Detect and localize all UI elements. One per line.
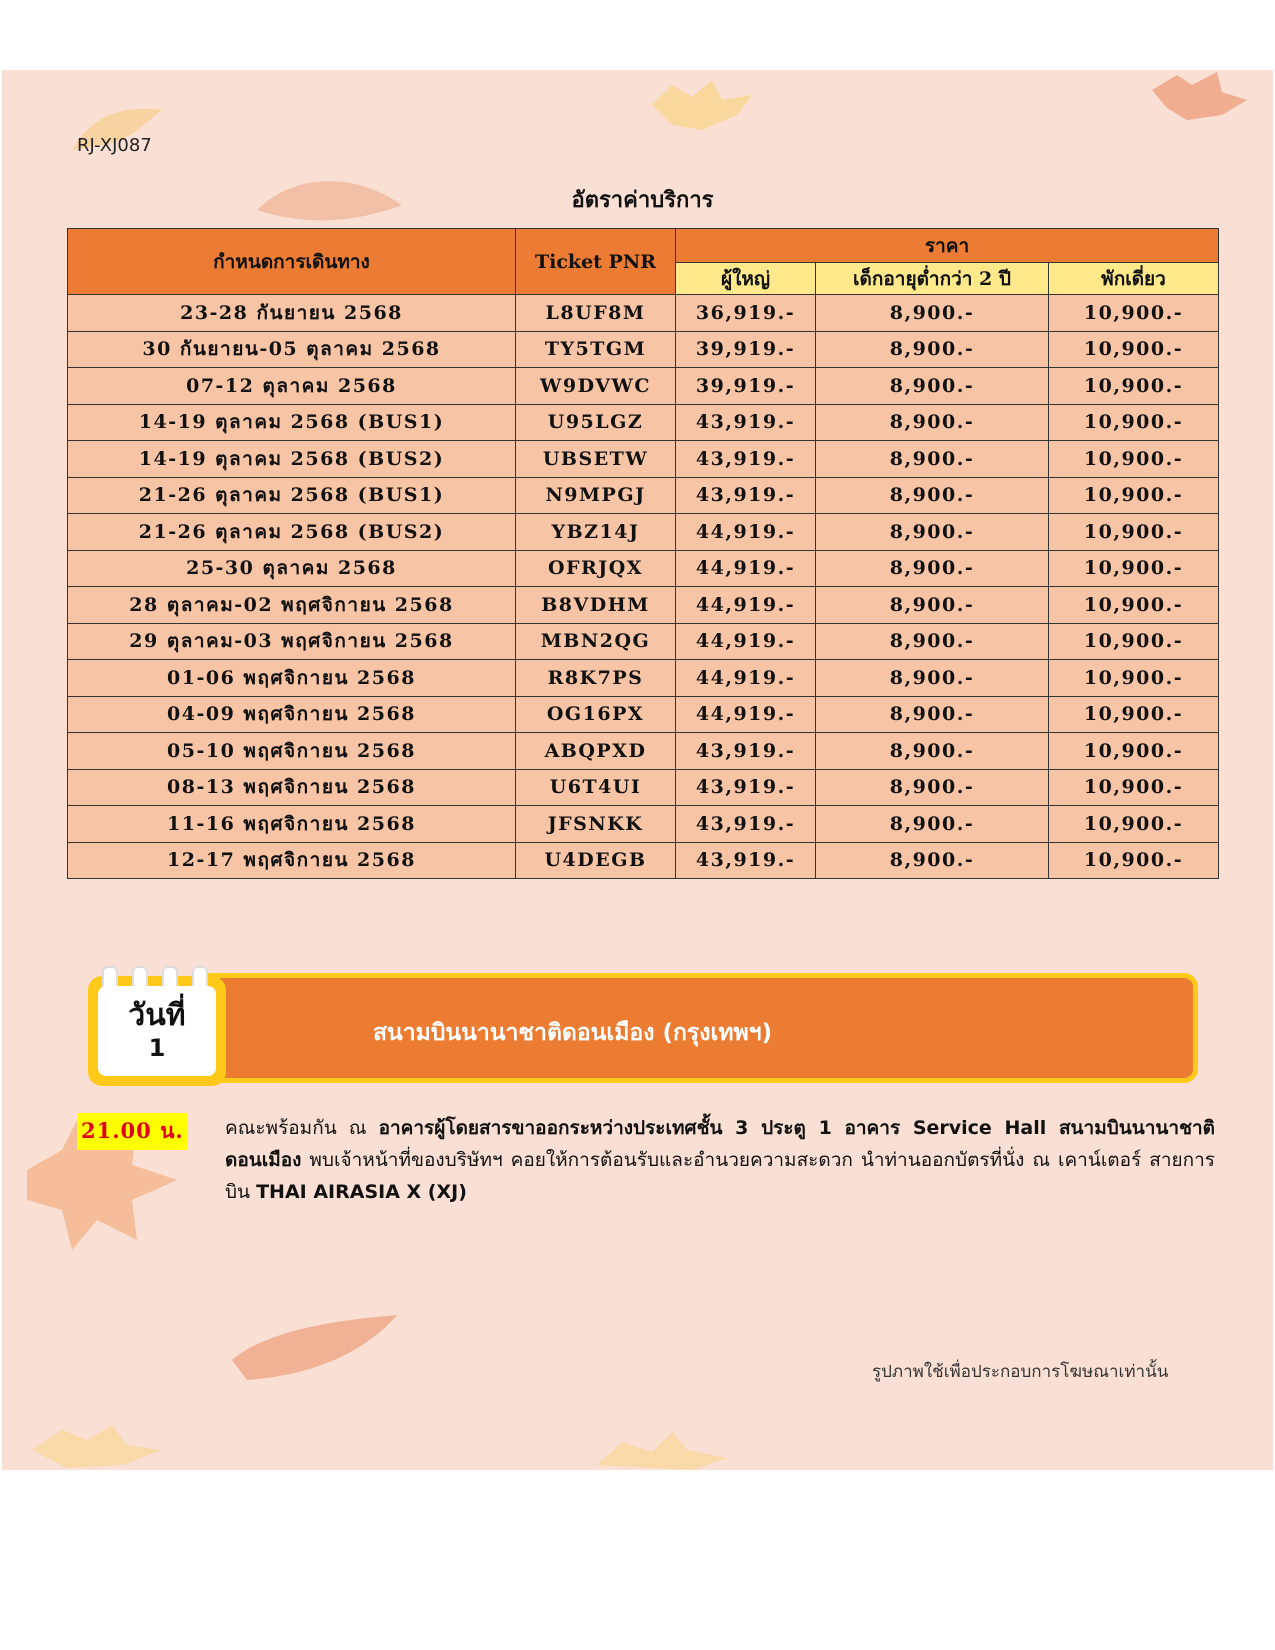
cell-travel-date: 14-19 ตุลาคม 2568 (BUS1) [68, 404, 516, 441]
table-row [68, 514, 1219, 551]
cell-travel-date: 21-26 ตุลาคม 2568 (BUS1) [68, 477, 516, 514]
document-code: RJ-XJ087 [77, 135, 152, 156]
cell-child-price: 8,900.- [816, 368, 1049, 405]
cell-ticket-pnr: OFRJQX [516, 550, 676, 587]
table-row [68, 623, 1219, 660]
maple-leaf-icon [227, 1310, 407, 1390]
cell-child-price: 8,900.- [816, 295, 1049, 332]
cell-single-supplement: 10,900.- [1049, 550, 1219, 587]
cell-ticket-pnr: TY5TGM [516, 331, 676, 368]
cell-ticket-pnr: OG16PX [516, 696, 676, 733]
cell-ticket-pnr: UBSETW [516, 441, 676, 478]
table-row [68, 769, 1219, 806]
cell-single-supplement: 10,900.- [1049, 623, 1219, 660]
cell-single-supplement: 10,900.- [1049, 696, 1219, 733]
calendar-icon [88, 976, 226, 1086]
cell-child-price: 8,900.- [816, 660, 1049, 697]
cell-child-price: 8,900.- [816, 842, 1049, 879]
cell-travel-date: 23-28 กันยายน 2568 [68, 295, 516, 332]
cell-ticket-pnr: YBZ14J [516, 514, 676, 551]
cell-travel-date: 29 ตุลาคม-03 พฤศจิกายน 2568 [68, 623, 516, 660]
cell-ticket-pnr: R8K7PS [516, 660, 676, 697]
cell-child-price: 8,900.- [816, 441, 1049, 478]
cell-single-supplement: 10,900.- [1049, 769, 1219, 806]
header-child: เด็กอายุต่ำกว่า 2 ปี [816, 263, 1049, 295]
cell-child-price: 8,900.- [816, 769, 1049, 806]
maple-leaf-icon [592, 1430, 732, 1470]
cell-adult-price: 43,919.- [676, 769, 816, 806]
cell-adult-price: 43,919.- [676, 733, 816, 770]
cell-child-price: 8,900.- [816, 696, 1049, 733]
cell-adult-price: 43,919.- [676, 806, 816, 843]
cell-child-price: 8,900.- [816, 587, 1049, 624]
table-row [68, 295, 1219, 332]
cell-child-price: 8,900.- [816, 331, 1049, 368]
cell-ticket-pnr: W9DVWC [516, 368, 676, 405]
table-row [68, 587, 1219, 624]
cell-single-supplement: 10,900.- [1049, 660, 1219, 697]
cell-adult-price: 43,919.- [676, 404, 816, 441]
header-single: พักเดี่ยว [1049, 263, 1219, 295]
cell-adult-price: 43,919.- [676, 477, 816, 514]
cell-ticket-pnr: MBN2QG [516, 623, 676, 660]
day-title-bar [198, 973, 1198, 1083]
cell-travel-date: 01-06 พฤศจิกายน 2568 [68, 660, 516, 697]
cell-adult-price: 44,919.- [676, 696, 816, 733]
day-label: วันที่ [128, 998, 186, 1033]
image-disclaimer: รูปภาพใช้เพื่อประกอบการโฆษณาเท่านั้น [872, 1362, 1169, 1382]
cell-ticket-pnr: U95LGZ [516, 404, 676, 441]
cell-adult-price: 39,919.- [676, 331, 816, 368]
cell-single-supplement: 10,900.- [1049, 477, 1219, 514]
rates-table [67, 228, 1219, 879]
cell-ticket-pnr: JFSNKK [516, 806, 676, 843]
header-price: ราคา [676, 229, 1219, 263]
cell-single-supplement: 10,900.- [1049, 331, 1219, 368]
cell-adult-price: 36,919.- [676, 295, 816, 332]
cell-child-price: 8,900.- [816, 477, 1049, 514]
cell-adult-price: 43,919.- [676, 842, 816, 879]
itinerary-time: 21.00 น. [77, 1113, 188, 1150]
table-row [68, 331, 1219, 368]
cell-adult-price: 44,919.- [676, 660, 816, 697]
cell-adult-price: 44,919.- [676, 587, 816, 624]
table-row [68, 660, 1219, 697]
cell-travel-date: 11-16 พฤศจิกายน 2568 [68, 806, 516, 843]
cell-travel-date: 08-13 พฤศจิกายน 2568 [68, 769, 516, 806]
cell-child-price: 8,900.- [816, 806, 1049, 843]
table-row [68, 550, 1219, 587]
cell-ticket-pnr: B8VDHM [516, 587, 676, 624]
cell-single-supplement: 10,900.- [1049, 514, 1219, 551]
cell-ticket-pnr: U4DEGB [516, 842, 676, 879]
cell-single-supplement: 10,900.- [1049, 404, 1219, 441]
table-row [68, 368, 1219, 405]
table-row [68, 696, 1219, 733]
maple-leaf-icon [642, 75, 762, 135]
cell-travel-date: 28 ตุลาคม-02 พฤศจิกายน 2568 [68, 587, 516, 624]
cell-single-supplement: 10,900.- [1049, 441, 1219, 478]
itinerary-text: พบเจ้าหน้าที่ของบริษัทฯ คอยให้การต้อนรับและอำนวยความสะดวก นำท่านออกบัตรที่นั่ง ณ เคาน์เตอร์ สายการบิน [225, 1149, 1215, 1203]
cell-adult-price: 44,919.- [676, 623, 816, 660]
cell-child-price: 8,900.- [816, 550, 1049, 587]
cell-single-supplement: 10,900.- [1049, 368, 1219, 405]
cell-travel-date: 30 กันยายน-05 ตุลาคม 2568 [68, 331, 516, 368]
day-number: 1 [148, 1034, 166, 1062]
cell-travel-date: 04-09 พฤศจิกายน 2568 [68, 696, 516, 733]
header-ticket-pnr: Ticket PNR [516, 229, 676, 295]
rates-table-body [68, 295, 1219, 879]
cell-child-price: 8,900.- [816, 733, 1049, 770]
itinerary-airline: THAI AIRASIA X (XJ) [256, 1181, 467, 1203]
table-row [68, 441, 1219, 478]
cell-travel-date: 05-10 พฤศจิกายน 2568 [68, 733, 516, 770]
table-row [68, 477, 1219, 514]
maple-leaf-icon [27, 1420, 167, 1470]
maple-leaf-icon [1142, 70, 1252, 130]
cell-single-supplement: 10,900.- [1049, 733, 1219, 770]
itinerary-text: คณะพร้อมกัน ณ [225, 1117, 379, 1139]
cell-adult-price: 43,919.- [676, 441, 816, 478]
table-row [68, 404, 1219, 441]
itinerary-description [225, 1112, 1215, 1208]
cell-ticket-pnr: U6T4UI [516, 769, 676, 806]
cell-travel-date: 21-26 ตุลาคม 2568 (BUS2) [68, 514, 516, 551]
cell-single-supplement: 10,900.- [1049, 842, 1219, 879]
day-1-header [88, 966, 1200, 1083]
cell-adult-price: 39,919.- [676, 368, 816, 405]
cell-single-supplement: 10,900.- [1049, 587, 1219, 624]
cell-adult-price: 44,919.- [676, 550, 816, 587]
cell-travel-date: 14-19 ตุลาคม 2568 (BUS2) [68, 441, 516, 478]
table-row [68, 842, 1219, 879]
cell-child-price: 8,900.- [816, 514, 1049, 551]
cell-ticket-pnr: N9MPGJ [516, 477, 676, 514]
header-adult: ผู้ใหญ่ [676, 263, 816, 295]
cell-travel-date: 12-17 พฤศจิกายน 2568 [68, 842, 516, 879]
cell-travel-date: 07-12 ตุลาคม 2568 [68, 368, 516, 405]
cell-child-price: 8,900.- [816, 404, 1049, 441]
cell-travel-date: 25-30 ตุลาคม 2568 [68, 550, 516, 587]
cell-adult-price: 44,919.- [676, 514, 816, 551]
table-row [68, 806, 1219, 843]
cell-ticket-pnr: L8UF8M [516, 295, 676, 332]
rates-table-title: อัตราค่าบริการ [571, 188, 714, 213]
day-title: สนามบินนานาชาติดอนเมือง (กรุงเทพฯ) [373, 1020, 773, 1046]
cell-single-supplement: 10,900.- [1049, 295, 1219, 332]
itinerary-meeting-point: อาคารผู้โดยสารขาออกระหว่างประเทศชั้น 3 ประตู 1 อาคาร Service Hall สนามบินนานาชาติดอนเมือง [225, 1117, 1215, 1171]
cell-child-price: 8,900.- [816, 623, 1049, 660]
table-row [68, 733, 1219, 770]
cell-single-supplement: 10,900.- [1049, 806, 1219, 843]
header-travel-date: กำหนดการเดินทาง [68, 229, 516, 295]
cell-ticket-pnr: ABQPXD [516, 733, 676, 770]
